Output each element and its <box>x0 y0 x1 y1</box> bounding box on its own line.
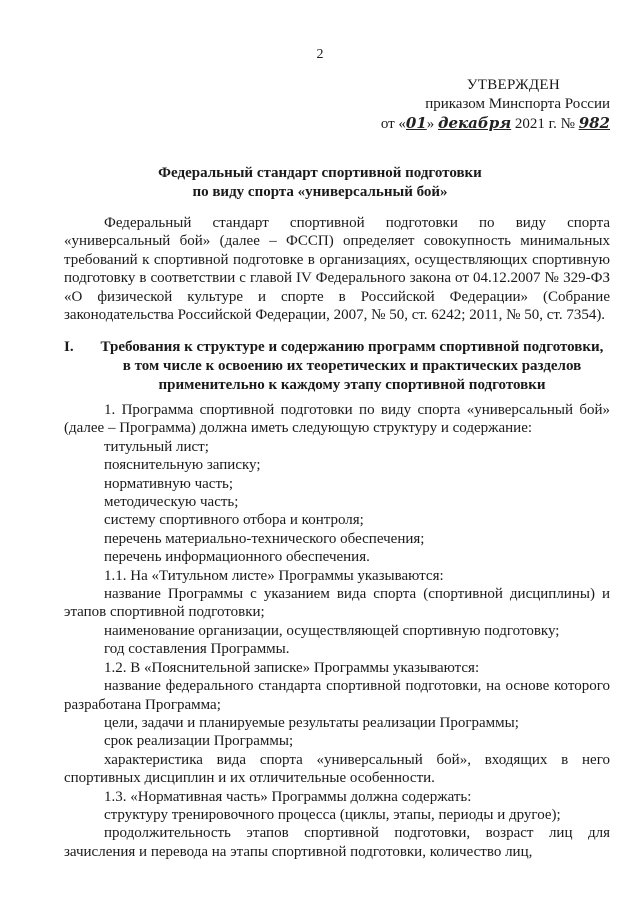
paragraph-1: 1. Программа спортивной подготовки по виду спорта «универсальный бой» (далее – Программа) должна иметь следующую структуру и содержание: <box>64 402 610 437</box>
paragraph-1-1-b: наименование организации, осуществляющей спортивную подготовку; <box>104 622 560 639</box>
paragraph-1-3-b: продолжительность этапов спортивной подготовки, возраст лиц для зачисления и перевода на этапы спортивной подготовки, количество лиц, <box>64 825 610 860</box>
handwritten-day: 01 <box>405 114 427 132</box>
approved-label: УТВЕРЖДЕН <box>466 77 560 93</box>
structure-item: систему спортивного отбора и контроля; <box>104 512 364 529</box>
date-prefix: от « <box>380 116 406 132</box>
date-mid: » <box>426 116 439 132</box>
paragraph-1-1: 1.1. На «Титульном листе» Программы указываются: <box>104 567 444 584</box>
section-title-line-1: Требования к структуре и содержанию программ спортивной подготовки, <box>100 339 604 355</box>
page-number: 2 <box>316 47 324 62</box>
structure-item: пояснительную записку; <box>104 457 261 474</box>
paragraph-1-3: 1.3. «Нормативная часть» Программы должна содержать: <box>104 788 472 805</box>
paragraph-1-2-b: цели, задачи и планируемые результаты реализации Программы; <box>104 714 519 731</box>
structure-item: перечень информационного обеспечения. <box>104 549 370 566</box>
structure-item: титульный лист; <box>104 438 209 455</box>
order-date-line <box>360 114 610 134</box>
section-number: I. <box>64 339 74 355</box>
paragraph-1-1-c: год составления Программы. <box>104 641 290 658</box>
order-line: приказом Минспорта России <box>425 96 610 112</box>
date-year: 2021 г. № <box>511 116 575 132</box>
structure-item: методическую часть; <box>104 494 239 511</box>
section-1-body <box>64 401 610 861</box>
section-title-line-2: в том числе к освоению их теоретических и практических разделов <box>122 358 582 374</box>
section-title-line-3: применительно к каждому этапу спортивной подготовки <box>158 377 546 393</box>
structure-item: перечень материально-технического обеспечения; <box>104 530 425 547</box>
intro-paragraph: Федеральный стандарт спортивной подготовки по виду спорта «универсальный бой» (далее – ФССП) определяет совокупность минимальных требований к спортивной подготовке в организациях, осуществляющих спортивную подготовку в соответствии с главой IV Федерального закона от 04.12.2007 № 329-ФЗ «О физической культуре и спорте в Российской Федерации» (Собрание законодательства Российской Федерации, 2007, № 50, ст. 6242; 2011, № 50, ст. 7354). <box>64 215 610 324</box>
section-1-heading <box>64 338 610 395</box>
document-title <box>0 164 640 202</box>
approval-stamp <box>360 76 610 134</box>
paragraph-1-2-d: характеристика вида спорта «универсальный бой», входящих в него спортивных дисциплин и их отличительные особенности. <box>64 751 610 787</box>
handwritten-order-number: 982 <box>578 114 610 132</box>
section-title <box>64 338 610 395</box>
paragraph-1-1-a: название Программы с указанием вида спорта (спортивной дисциплины) и этапов спортивной подготовки; <box>64 586 610 621</box>
paragraph-1-2-a: название федерального стандарта спортивной подготовки, на основе которого разработана Программа; <box>64 678 610 713</box>
paragraph-1-2: 1.2. В «Пояснительной записке» Программы указываются: <box>104 659 480 676</box>
title-line-2: по виду спорта «универсальный бой» <box>192 184 448 200</box>
paragraph-1-2-c: срок реализации Программы; <box>104 733 294 750</box>
paragraph-1-3-a: структуру тренировочного процесса (циклы, этапы, периоды и другое); <box>104 806 561 823</box>
handwritten-month: декабря <box>438 114 512 132</box>
structure-item: нормативную часть; <box>104 475 234 492</box>
title-line-1: Федеральный стандарт спортивной подготовки <box>158 165 482 181</box>
